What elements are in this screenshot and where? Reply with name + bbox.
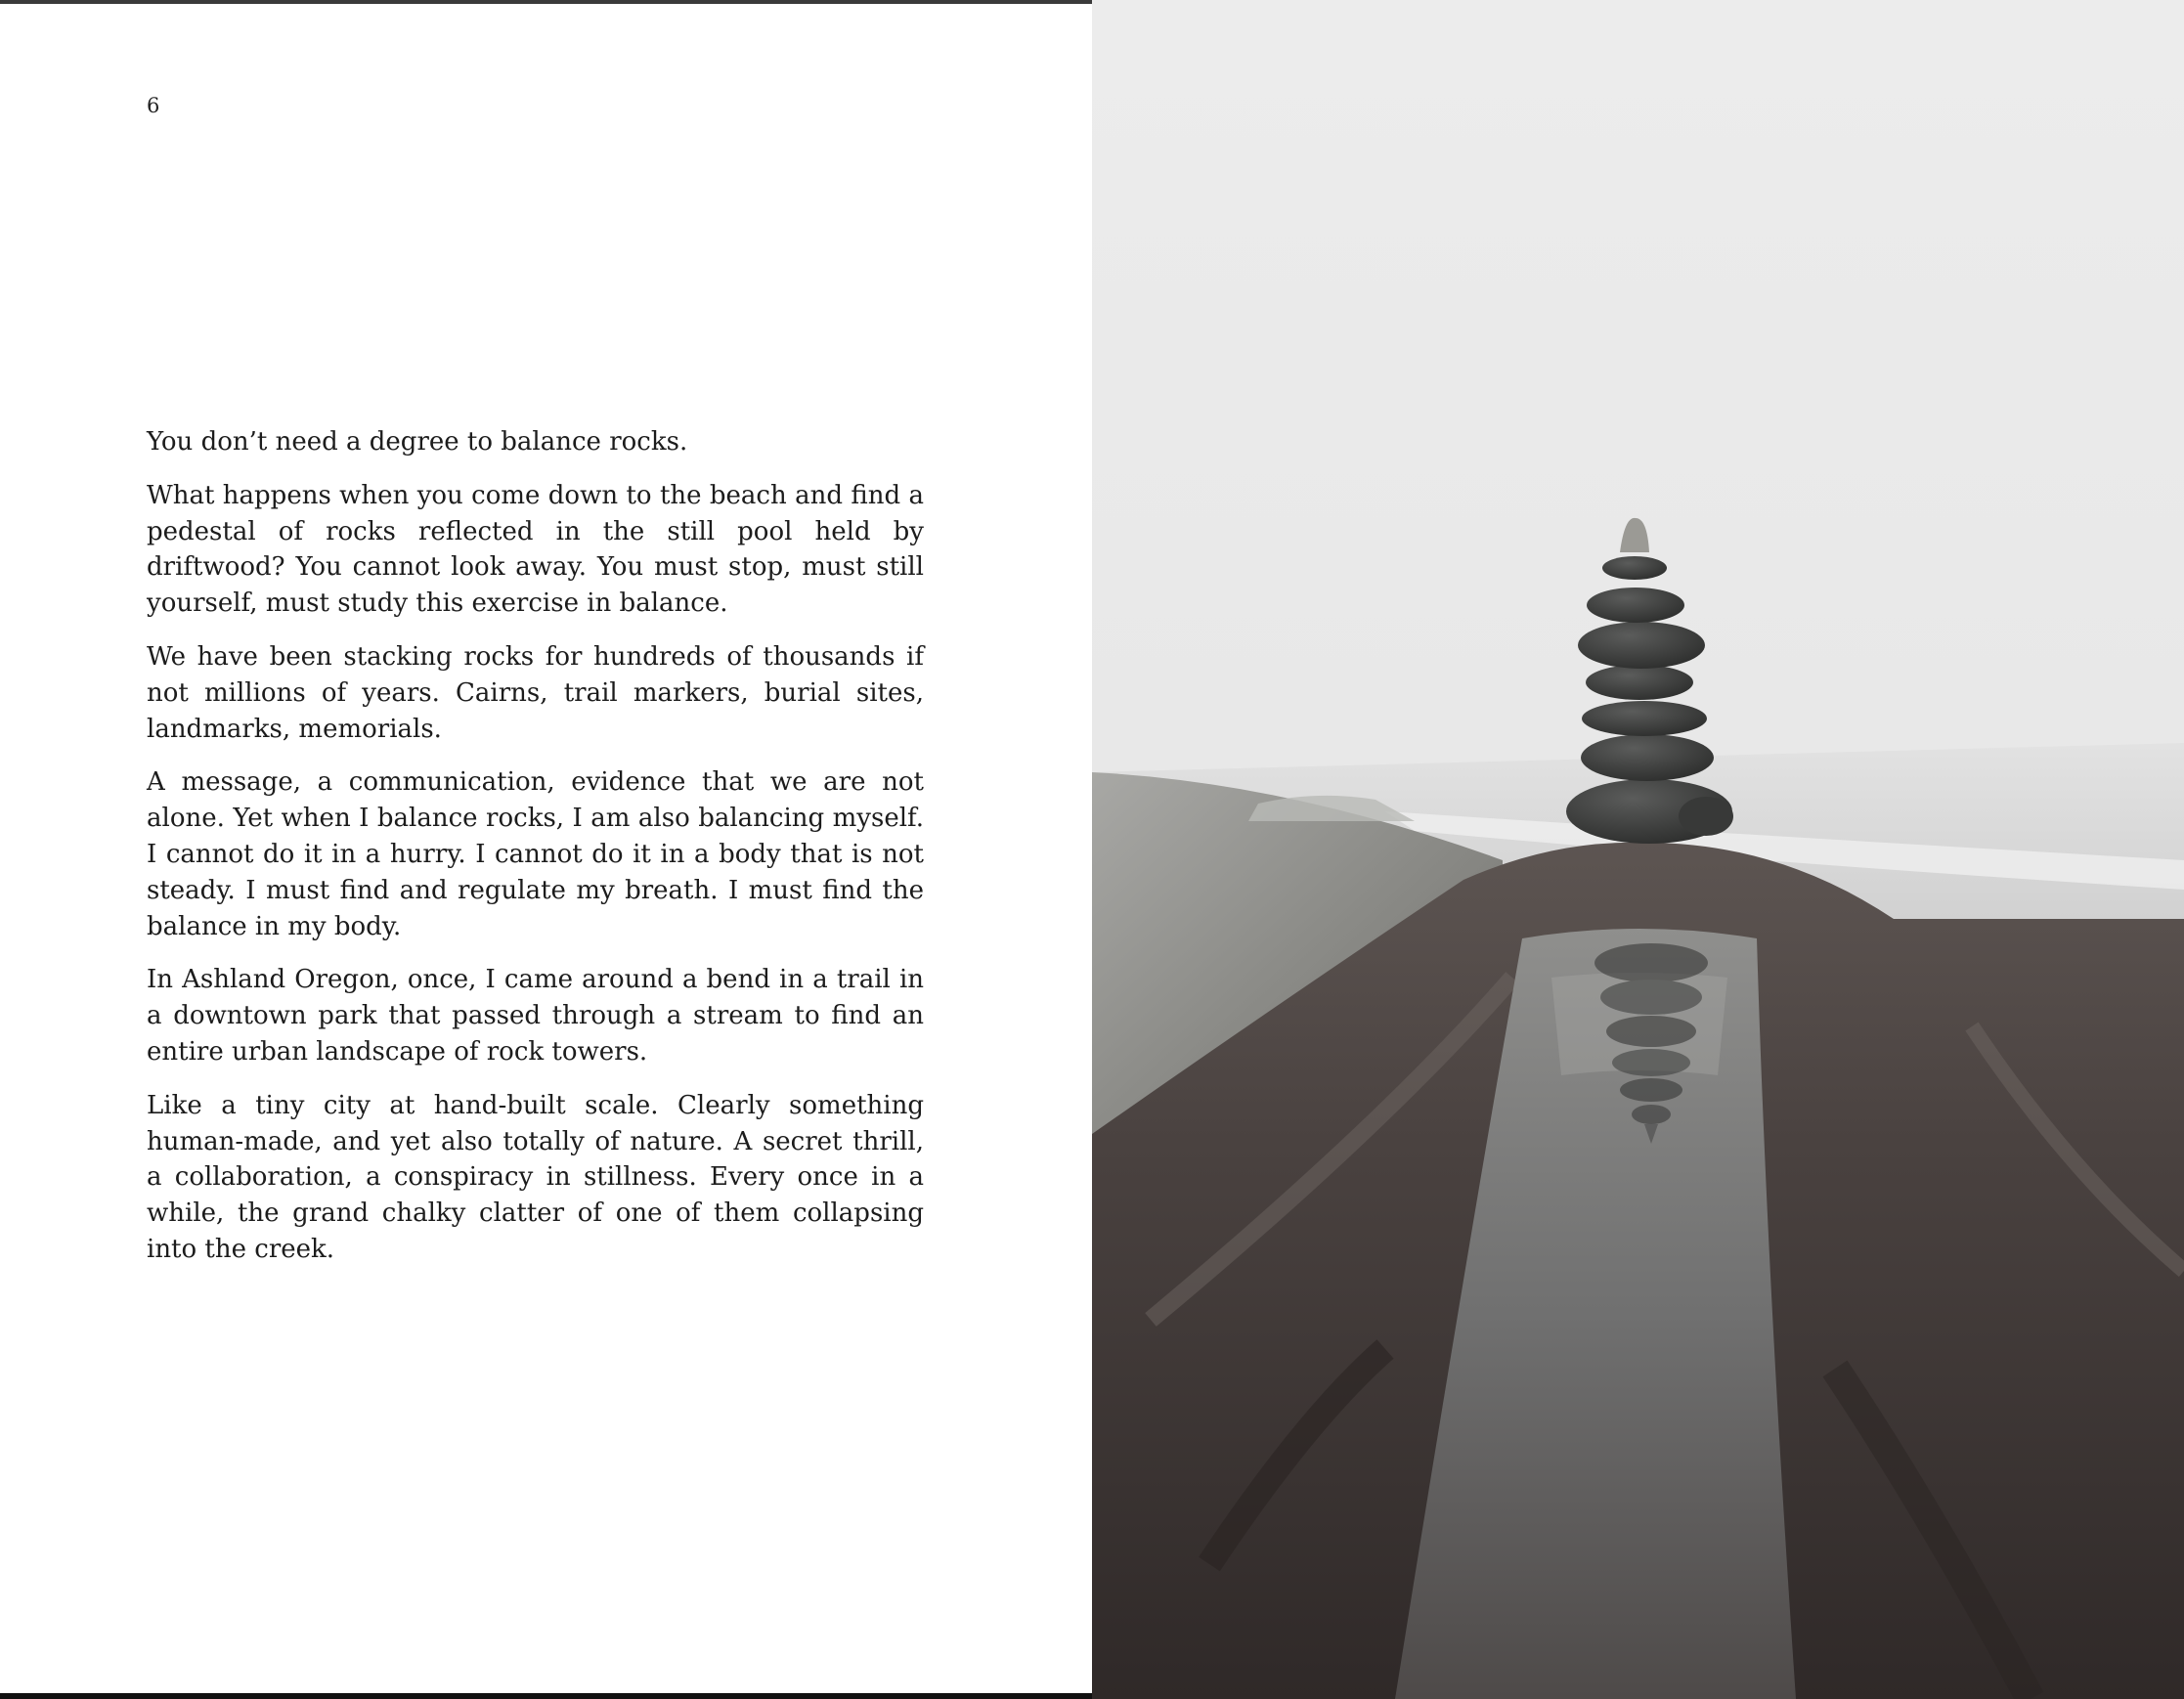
page-number: 6	[147, 94, 160, 117]
paragraph: What happens when you come down to the beach and find a pedestal of rocks reflected in the still pool held by driftwood? You cannot look away. You must stop, must still yourself, must study this exercise in balance.	[147, 480, 924, 619]
paragraph: In Ashland Oregon, once, I came around a bend in a trail in a downtown park that passed through a stream to find an entire urban landscape of rock towers.	[147, 965, 924, 1067]
stone	[1582, 701, 1707, 736]
paragraph: A message, a communication, evidence that we are not alone. Yet when I balance rocks, I am also balancing myself. I cannot do it in a hurry. I cannot do it in a body that is not steady. I must find and regulate my breath. I must find the balance in my body.	[147, 767, 924, 941]
stone	[1602, 556, 1667, 580]
stone	[1581, 734, 1714, 781]
bottom-edge	[0, 1693, 1092, 1699]
photo-page	[1092, 0, 2184, 1699]
stone	[1586, 665, 1693, 700]
body-text	[147, 424, 924, 1285]
paragraph: Like a tiny city at hand-built scale. Clearly something human-made, and yet also totally of nature. A secret thrill, a collaboration, a conspiracy in stillness. Every once in a while, the grand chalky clatter of one of them collapsing into the creek.	[147, 1090, 924, 1264]
paragraph: You don’t need a degree to balance rocks.	[147, 427, 688, 457]
cairn-photo	[1092, 0, 2184, 1699]
text-page	[0, 4, 1092, 1693]
paragraph: We have been stacking rocks for hundreds of thousands if not millions of years. Cairns, trail markers, burial sites, landmarks, memorials.	[147, 641, 924, 744]
stone	[1679, 797, 1733, 836]
stone	[1587, 588, 1684, 623]
stone	[1578, 622, 1705, 669]
